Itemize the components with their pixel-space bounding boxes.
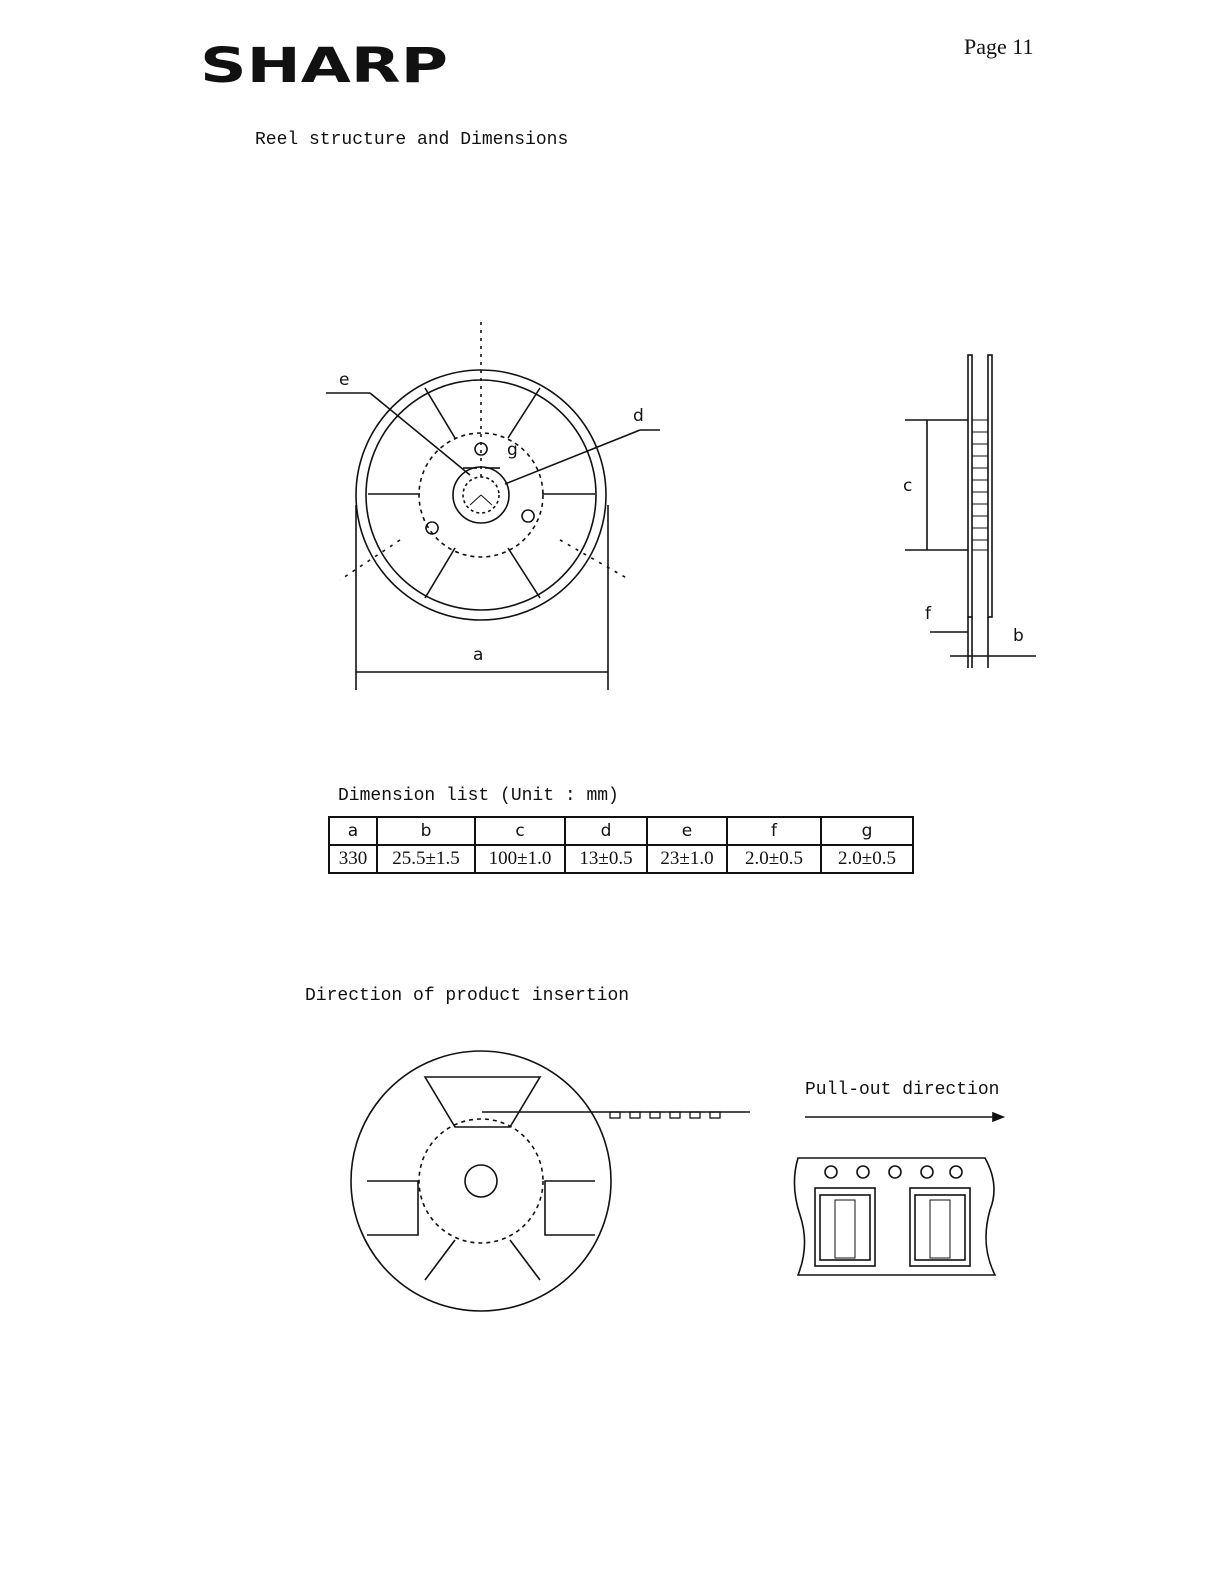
- reel-structure-heading: Reel structure and Dimensions: [255, 130, 569, 150]
- label-d: d: [633, 406, 644, 426]
- dimension-header-row: [329, 817, 913, 845]
- label-c: c: [903, 476, 913, 496]
- dim-value-a: 330: [329, 845, 377, 873]
- label-g: g: [507, 440, 518, 460]
- insertion-reel: [351, 1051, 750, 1311]
- dim-header-a: a: [329, 817, 377, 845]
- dim-header-d: d: [565, 817, 647, 845]
- carrier-tape: [794, 1158, 995, 1275]
- dimension-list-heading: Dimension list (Unit : mm): [338, 786, 619, 806]
- page-number: Page 11: [964, 34, 1034, 59]
- dim-header-b: b: [377, 817, 475, 845]
- dim-value-c: 100±1.0: [475, 845, 565, 873]
- dim-header-c: c: [475, 817, 565, 845]
- insertion-direction-heading: Direction of product insertion: [305, 986, 630, 1006]
- pull-out-label: Pull-out direction: [805, 1080, 1000, 1100]
- dim-value-g: 2.0±0.5: [821, 845, 913, 873]
- dim-value-b: 25.5±1.5: [377, 845, 475, 873]
- dim-header-e: e: [647, 817, 727, 845]
- label-a: a: [473, 645, 484, 665]
- label-f: f: [925, 604, 931, 624]
- label-b: b: [1013, 626, 1024, 646]
- label-e: e: [339, 370, 350, 390]
- dim-header-f: f: [727, 817, 821, 845]
- dim-header-g: g: [821, 817, 913, 845]
- reel-front-view: [326, 322, 660, 690]
- dim-value-f: 2.0±0.5: [727, 845, 821, 873]
- dim-value-e: 23±1.0: [647, 845, 727, 873]
- svg-text:SHARP: SHARP: [200, 40, 448, 90]
- dim-value-d: 13±0.5: [565, 845, 647, 873]
- dimension-value-row: [329, 845, 913, 873]
- dimension-table: [328, 816, 914, 874]
